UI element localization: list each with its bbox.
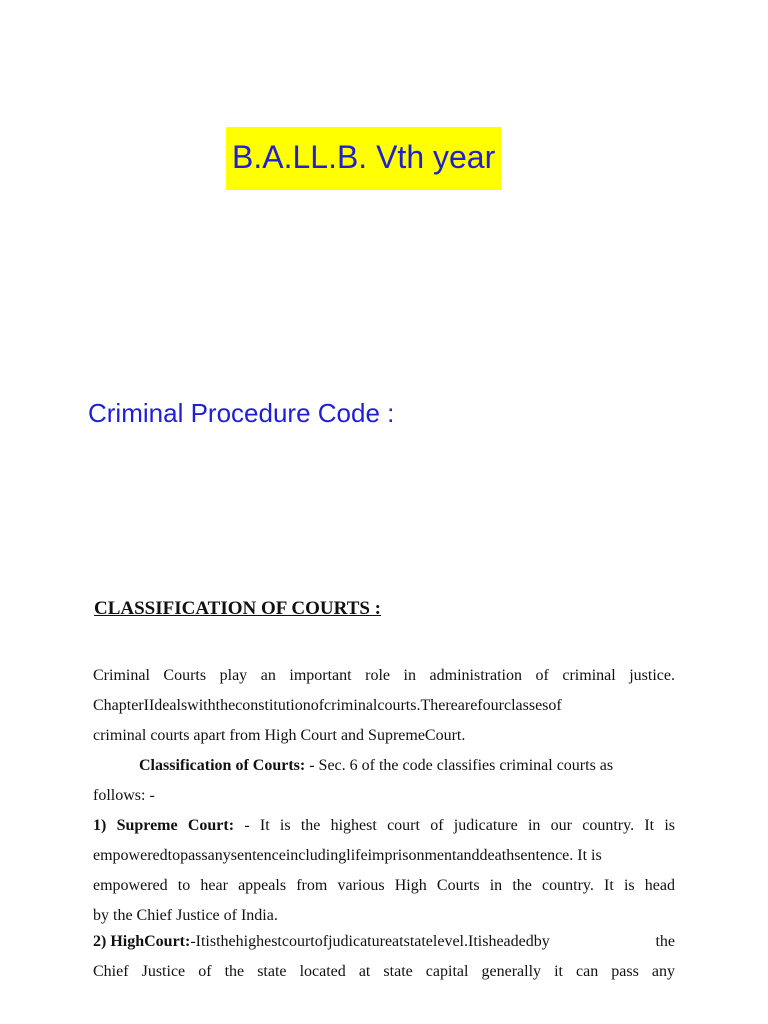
document-title: B.A.LL.B. Vth year [232,139,496,175]
paragraph-line: Criminal Courts play an important role in administration of criminal justice. [93,667,675,684]
high-court-text-end: the [655,933,675,950]
paragraph-intro [93,661,675,751]
paragraph-line: empoweredtopassanysentenceincludinglifeimprisonmentanddeathsentence. It is [93,847,602,864]
high-court-text: -Itisthehighestcourtofjudicatureatstatelevel.Itisheadedby [190,933,550,950]
paragraph-classification [93,751,675,811]
classification-text: - Sec. 6 of the code classifies criminal courts as [305,757,614,774]
paragraph-line: ChapterIIdealswiththeconstitutionofcriminalcourts.Therearefourclassesof [93,697,562,714]
classification-label: Classification of Courts: [139,757,306,774]
list-item-supreme-court [93,811,675,931]
document-subtitle: Criminal Procedure Code : [88,398,395,428]
title-highlight [226,127,501,190]
paragraph-line: Chief Justice of the state located at state capital generally it can pass any [93,963,675,980]
paragraph-line: by the Chief Justice of India. [93,907,278,924]
paragraph-line: empowered to hear appeals from various High Courts in the country. It is head [93,877,675,894]
paragraph-line: criminal courts apart from High Court and SupremeCourt. [93,727,466,744]
paragraph-line [93,811,675,841]
paragraph-line [93,927,675,957]
paragraph-line: follows: - [93,787,155,804]
list-item-high-court [93,927,675,987]
paragraph-line [93,751,675,781]
section-heading: CLASSIFICATION OF COURTS : [94,598,382,619]
high-court-label: 2) HighCourt: [93,933,191,950]
supreme-court-text: - It is the highest court of judicature in our country. It is [234,817,675,834]
supreme-court-label: 1) Supreme Court: [93,817,235,834]
